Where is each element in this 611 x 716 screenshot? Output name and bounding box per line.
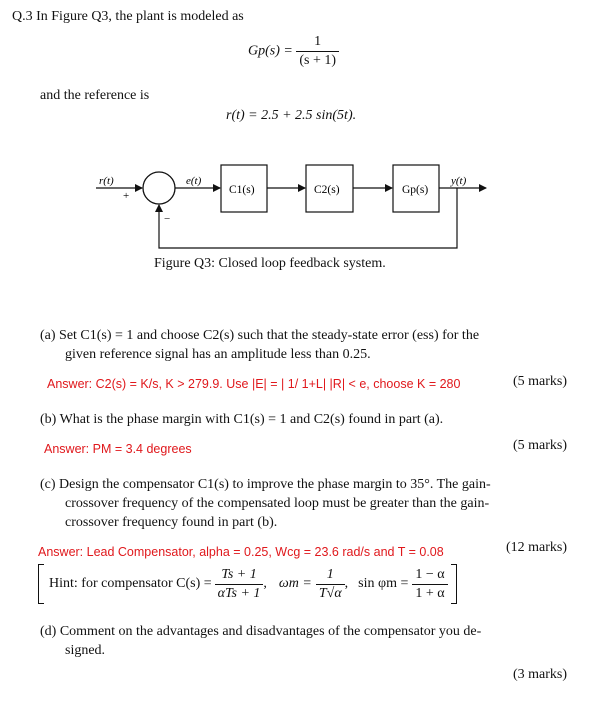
hint-w-fraction — [316, 567, 345, 602]
part-c-line1: (c) Design the compensator C1(s) to improve the phase margin to 35°. The gain- — [40, 477, 491, 492]
part-b-marks: (5 marks) — [512, 438, 567, 453]
part-c-line2: crossover frequency of the compensated loop must be greater than the gain- — [65, 496, 490, 511]
c1-label: C1(s) — [229, 184, 255, 196]
plant-denominator: (s + 1) — [299, 53, 337, 68]
hint-c-den: αTs + 1 — [217, 585, 261, 601]
hint-comma-1: , — [263, 576, 267, 591]
part-a-line1: (a) Set C1(s) = 1 and choose C2(s) such that the steady-state error (ess) for the — [40, 328, 480, 343]
hint-sin-lhs: sin φm = — [358, 576, 409, 591]
part-d-line1: (d) Comment on the advantages and disadvantages of the compensator you de- — [40, 624, 482, 639]
hint-w-den: T√α — [318, 585, 342, 601]
hint-w-num: 1 — [316, 567, 345, 585]
block-diagram — [0, 0, 611, 280]
part-d-text — [40, 622, 570, 660]
y-label: y(t) — [451, 175, 467, 187]
hint-box — [38, 563, 457, 605]
hint-prefix: Hint: for compensator C(s) = — [49, 576, 212, 591]
reference-equation: r(t) = 2.5 + 2.5 sin(5t). — [226, 108, 357, 123]
hint-right-bracket — [451, 564, 457, 604]
part-b-line: (b) What is the phase margin with C1(s) = 1 and C2(s) found in part (a). — [40, 412, 444, 427]
part-d-line2: signed. — [65, 643, 106, 658]
summing-junction — [143, 172, 175, 204]
hint-c-num: Ts + 1 — [215, 567, 264, 585]
hint-w-lhs: ωm = — [278, 576, 312, 591]
part-a-answer: Answer: C2(s) = K/s, K > 279.9. Use |E| = | 1/ 1+L| |R| < e, choose K = 280 — [47, 377, 461, 391]
plus-sign: + — [123, 190, 130, 202]
reference-intro: and the reference is — [40, 88, 150, 103]
part-a-text — [40, 326, 570, 364]
part-c-line3: crossover frequency found in part (b). — [65, 515, 278, 530]
hint-sin-fraction — [412, 567, 447, 602]
gp-label: Gp(s) — [402, 184, 429, 196]
part-c-text — [40, 475, 570, 532]
hint-sin-den: 1 + α — [415, 585, 445, 601]
question-header: Q.3 In Figure Q3, the plant is modeled as — [12, 9, 244, 24]
part-a-marks: (5 marks) — [512, 374, 567, 389]
hint-sin-num: 1 − α — [412, 567, 447, 585]
part-d-marks: (3 marks) — [512, 667, 567, 682]
part-c-answer: Answer: Lead Compensator, alpha = 0.25, Wcg = 23.6 rad/s and T = 0.08 — [38, 545, 444, 559]
r-label: r(t) — [99, 175, 114, 187]
feedback-path — [159, 188, 457, 248]
part-c-marks: (12 marks) — [505, 540, 567, 555]
hint-c-fraction — [215, 567, 264, 602]
part-b-text — [40, 410, 570, 429]
c2-label: C2(s) — [314, 184, 340, 196]
minus-sign: − — [164, 213, 171, 225]
hint-comma-2: , — [344, 576, 349, 591]
plant-lhs: Gp(s) = — [248, 43, 293, 59]
part-b-answer: Answer: PM = 3.4 degrees — [44, 442, 192, 456]
part-a-line2: given reference signal has an amplitude less than 0.25. — [65, 347, 371, 362]
e-label: e(t) — [186, 175, 202, 187]
plant-numerator: 1 — [296, 34, 339, 52]
figure-caption: Figure Q3: Closed loop feedback system. — [154, 256, 386, 271]
hint-left-bracket — [38, 564, 44, 604]
